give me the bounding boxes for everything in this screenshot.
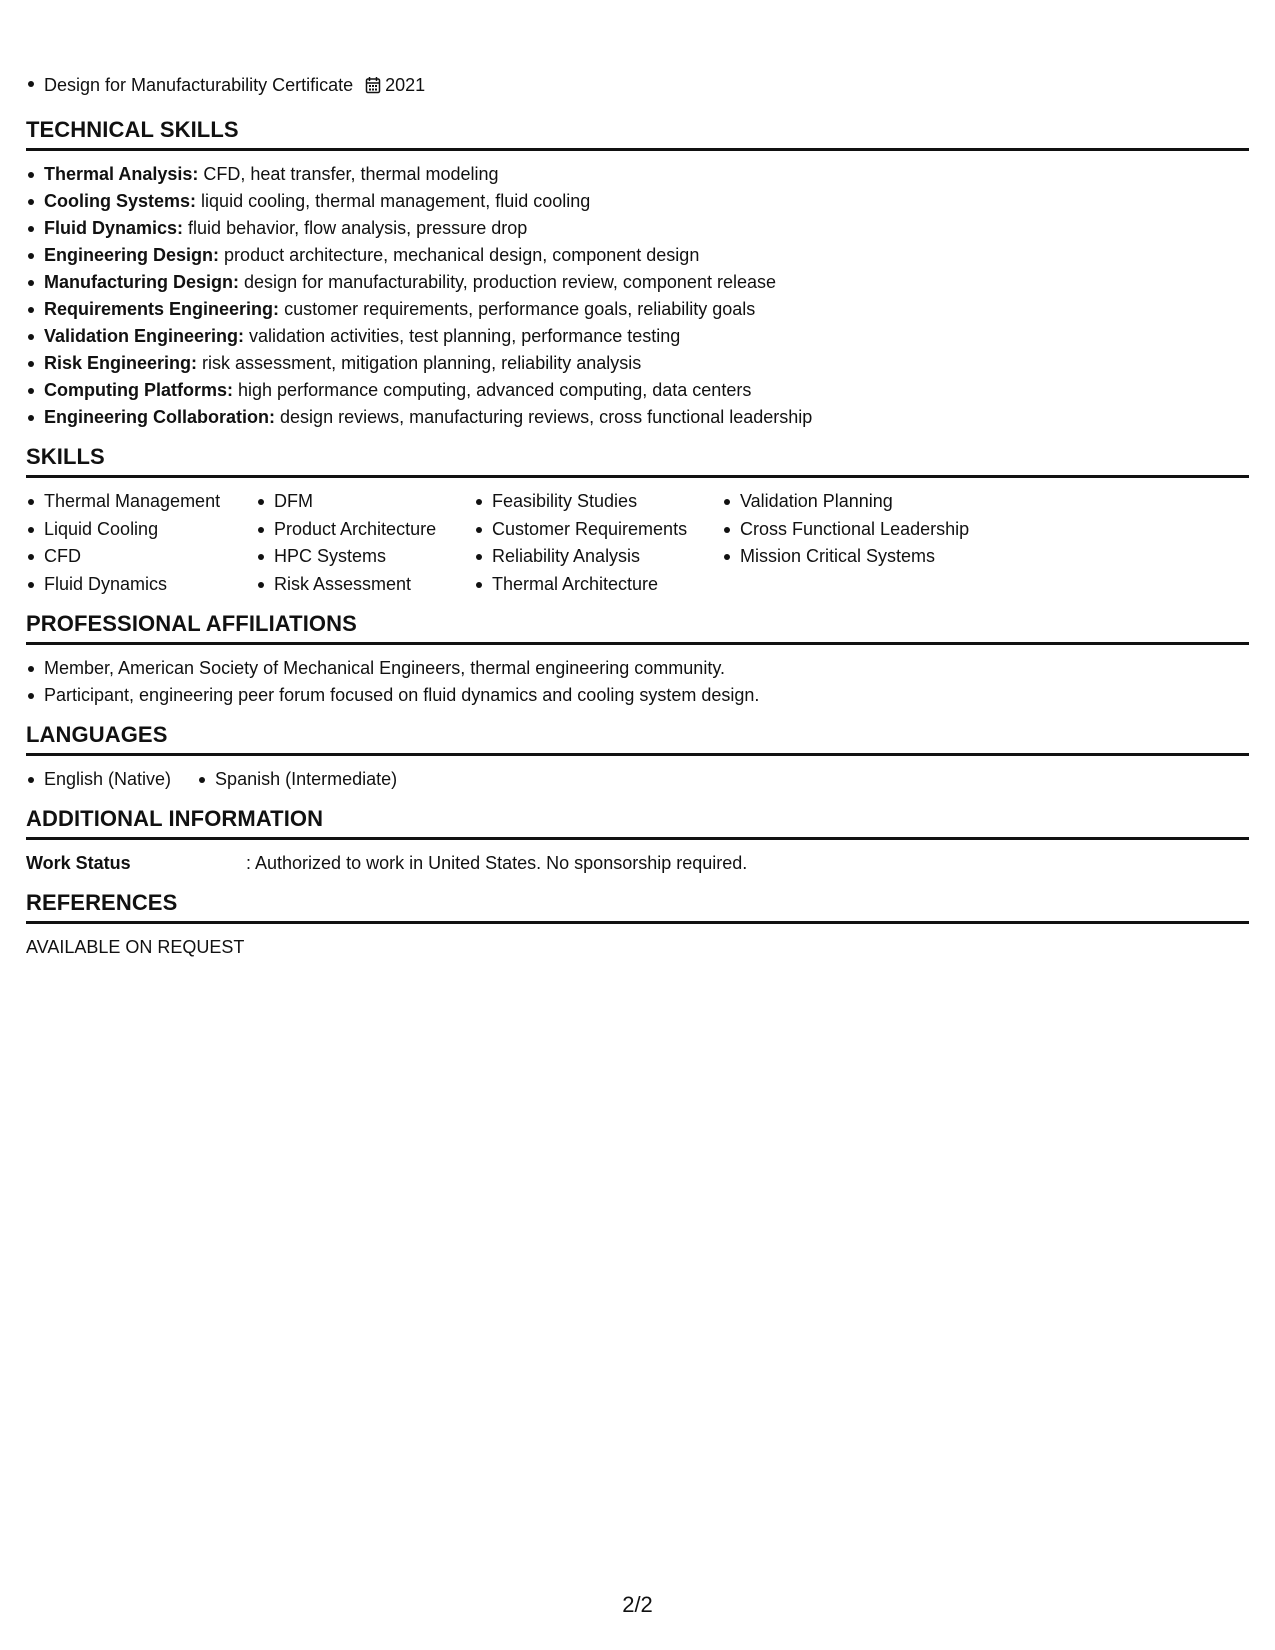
- technical-skill-text: risk assessment, mitigation planning, reliability analysis: [202, 353, 642, 373]
- skills-grid: [26, 488, 1249, 598]
- section-title-additional-information: ADDITIONAL INFORMATION: [26, 805, 1249, 840]
- technical-skill-label: Engineering Collaboration:: [44, 407, 276, 427]
- skill-item: Cross Functional Leadership: [722, 516, 982, 544]
- skill-item: Liquid Cooling: [26, 516, 256, 544]
- skill-item: Thermal Architecture: [474, 571, 722, 599]
- affiliations-section: [26, 610, 1249, 709]
- technical-skill-label: Validation Engineering:: [44, 326, 245, 346]
- technical-skill-item: [26, 323, 1249, 350]
- skill-item: DFM: [256, 488, 474, 516]
- skill-item: Feasibility Studies: [474, 488, 722, 516]
- technical-skill-label: Risk Engineering:: [44, 353, 198, 373]
- section-title-references: REFERENCES: [26, 889, 1249, 924]
- technical-skill-item: [26, 377, 1249, 404]
- skills-section: [26, 443, 1249, 598]
- affiliation-item: Member, American Society of Mechanical Engineers, thermal engineering community.: [26, 655, 1249, 682]
- technical-skill-text: design for manufacturability, production review, component release: [244, 272, 776, 292]
- technical-skill-item: [26, 215, 1249, 242]
- skill-item: Validation Planning: [722, 488, 982, 516]
- languages-section: [26, 721, 1249, 793]
- technical-skill-text: product architecture, mechanical design, component design: [224, 245, 700, 265]
- technical-skill-item: [26, 269, 1249, 296]
- skills-column: [722, 488, 982, 598]
- language-item: Spanish (Intermediate): [197, 766, 397, 793]
- technical-skill-item: [26, 188, 1249, 215]
- section-title-technical-skills: TECHNICAL SKILLS: [26, 116, 1249, 151]
- section-title-languages: LANGUAGES: [26, 721, 1249, 756]
- technical-skill-text: CFD, heat transfer, thermal modeling: [203, 164, 499, 184]
- additional-info-section: [26, 805, 1249, 877]
- technical-skill-label: Fluid Dynamics:: [44, 218, 184, 238]
- calendar-icon: [365, 76, 381, 94]
- technical-skills-section: [26, 116, 1249, 431]
- technical-skill-item: [26, 161, 1249, 188]
- skills-column: [256, 488, 474, 598]
- skills-column: [26, 488, 256, 598]
- language-item: English (Native): [26, 766, 171, 793]
- references-text: AVAILABLE ON REQUEST: [26, 937, 245, 957]
- technical-skill-text: high performance computing, advanced computing, data centers: [238, 380, 752, 400]
- affiliations-list: [26, 655, 1249, 709]
- technical-skill-label: Cooling Systems:: [44, 191, 197, 211]
- work-status-label: Work Status: [26, 853, 131, 873]
- technical-skill-label: Requirements Engineering:: [44, 299, 280, 319]
- page-number: 2/2: [622, 1592, 653, 1617]
- technical-skill-text: fluid behavior, flow analysis, pressure drop: [188, 218, 528, 238]
- skill-item: HPC Systems: [256, 543, 474, 571]
- technical-skill-item: [26, 404, 1249, 431]
- skill-item: Risk Assessment: [256, 571, 474, 599]
- technical-skill-item: [26, 350, 1249, 377]
- skill-item: Customer Requirements: [474, 516, 722, 544]
- skill-item: Fluid Dynamics: [26, 571, 256, 599]
- certificate-item: [26, 70, 1249, 100]
- skill-item: Mission Critical Systems: [722, 543, 982, 571]
- work-status-row: [26, 850, 1249, 877]
- certificate-name: Design for Manufacturability Certificate: [44, 74, 354, 95]
- technical-skill-text: liquid cooling, thermal management, fluid cooling: [201, 191, 591, 211]
- technical-skill-label: Computing Platforms:: [44, 380, 233, 400]
- section-title-affiliations: PROFESSIONAL AFFILIATIONS: [26, 610, 1249, 645]
- technical-skill-text: validation activities, test planning, performance testing: [249, 326, 681, 346]
- skill-item: CFD: [26, 543, 256, 571]
- skill-item: Thermal Management: [26, 488, 256, 516]
- technical-skill-item: [26, 242, 1249, 269]
- technical-skill-label: Engineering Design:: [44, 245, 220, 265]
- technical-skill-label: Thermal Analysis:: [44, 164, 199, 184]
- skill-item: Reliability Analysis: [474, 543, 722, 571]
- work-status-value: : Authorized to work in United States. No sponsorship required.: [246, 853, 748, 873]
- references-section: [26, 889, 1249, 961]
- affiliation-item: Participant, engineering peer forum focused on fluid dynamics and cooling system design.: [26, 682, 1249, 709]
- certificate-year: 2021: [385, 74, 426, 95]
- certificate-date: [365, 72, 425, 99]
- section-title-skills: SKILLS: [26, 443, 1249, 478]
- technical-skill-text: design reviews, manufacturing reviews, cross functional leadership: [280, 407, 813, 427]
- technical-skill-item: [26, 296, 1249, 323]
- technical-skills-list: [26, 161, 1249, 431]
- resume-page: [26, 70, 1249, 973]
- languages-list: [26, 766, 1249, 793]
- technical-skill-text: customer requirements, performance goals, reliability goals: [284, 299, 756, 319]
- skills-column: [474, 488, 722, 598]
- technical-skill-label: Manufacturing Design:: [44, 272, 240, 292]
- skill-item: Product Architecture: [256, 516, 474, 544]
